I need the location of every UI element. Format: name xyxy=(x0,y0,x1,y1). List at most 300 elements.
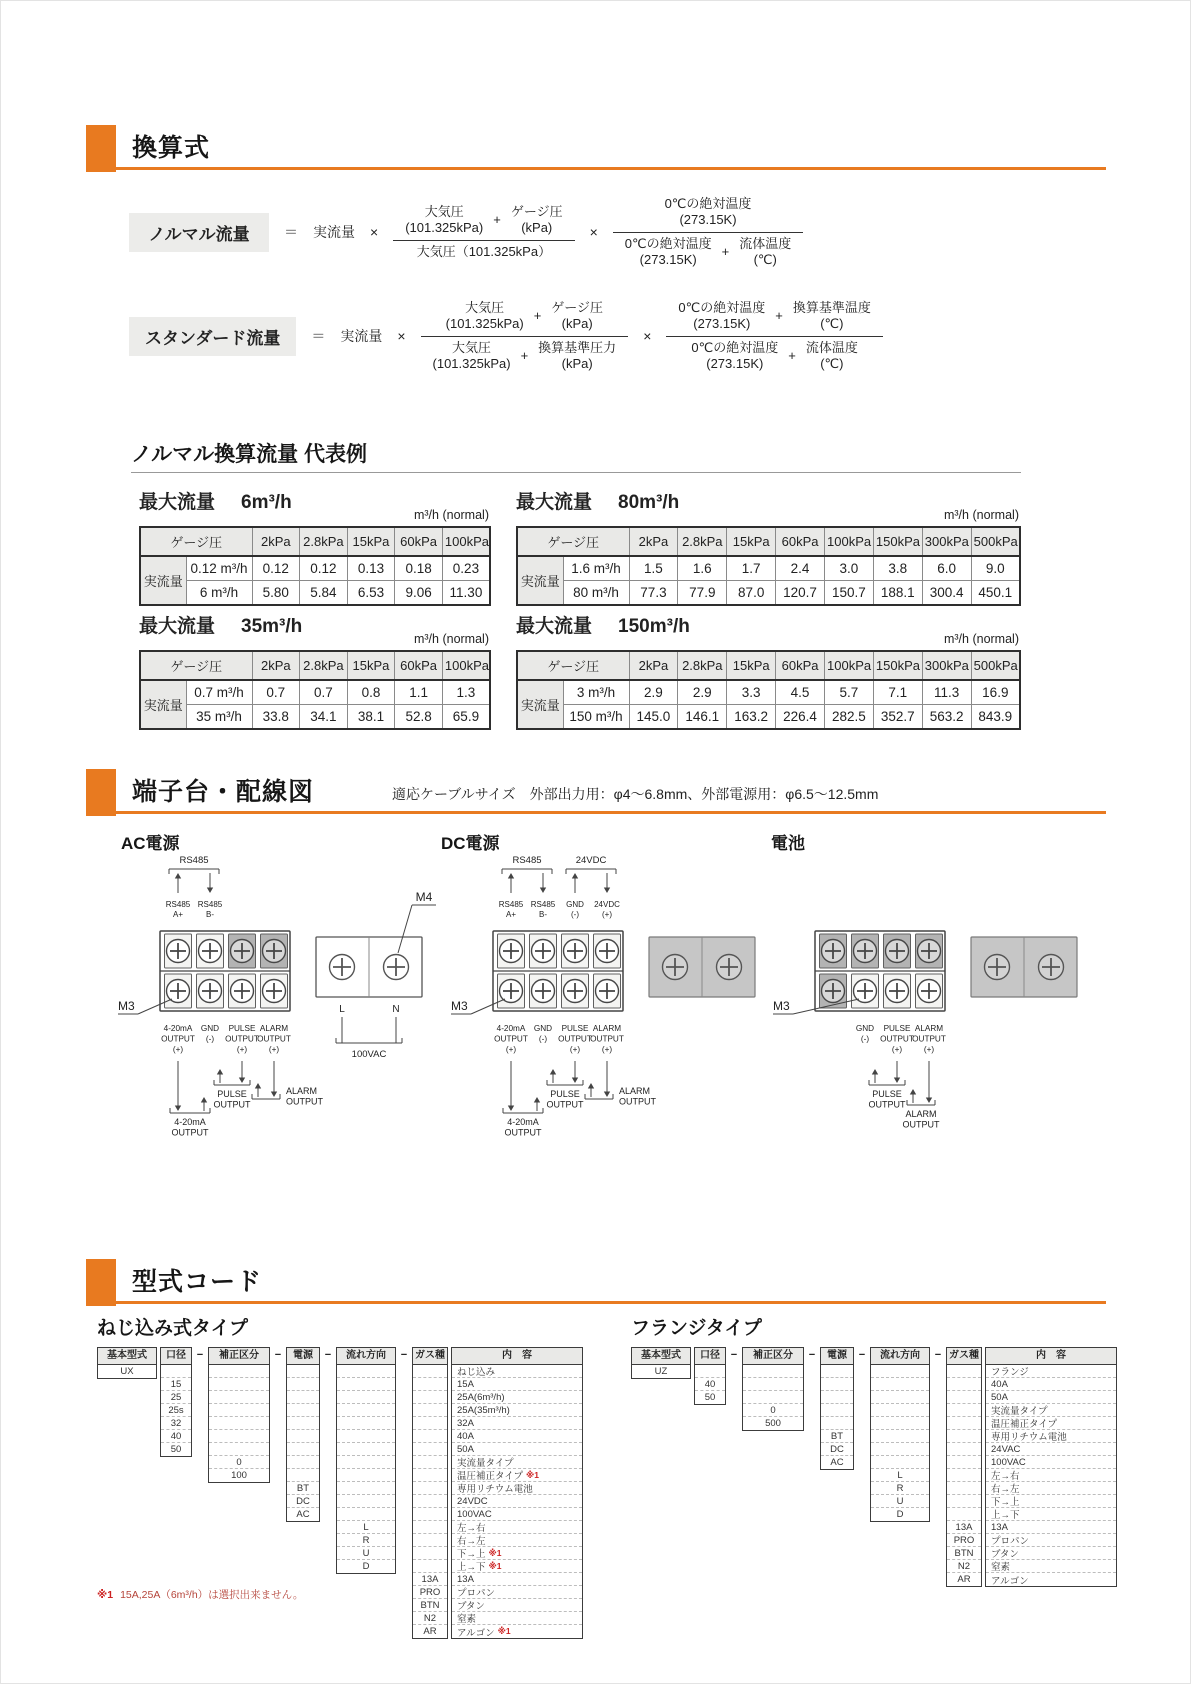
equals-sign: ＝ xyxy=(311,328,326,344)
terminal-function-label: OUTPUT xyxy=(880,1034,914,1044)
arrow-icon xyxy=(508,1106,514,1112)
code-cell xyxy=(287,1365,319,1378)
value-cell: 1.3 xyxy=(442,680,490,705)
code-cell xyxy=(209,1391,269,1404)
gauge-pressure-header: ゲージ圧 xyxy=(517,651,629,680)
pressure-header: 100kPa xyxy=(442,527,490,556)
section-wiring-header xyxy=(86,769,1106,814)
code-column-header: 電源 xyxy=(820,1347,854,1365)
pin-label: RS485 xyxy=(530,900,556,909)
formula-term xyxy=(625,236,712,269)
flow-rate-cell: 150 m³/h xyxy=(563,705,629,730)
value-cell: 0.7 xyxy=(252,680,300,705)
code-cell xyxy=(821,1391,853,1404)
code-cell xyxy=(871,1456,929,1469)
unit-label: m³/h (normal) xyxy=(943,508,1019,522)
code-cell xyxy=(287,1469,319,1482)
code-cell: 40 xyxy=(695,1378,725,1391)
value-cell: 7.1 xyxy=(873,680,922,705)
alarm-output-label: ALARM xyxy=(286,1086,318,1096)
content-text: 下→上 xyxy=(457,1549,486,1560)
value-cell: 2.9 xyxy=(678,680,727,705)
code-cell: DC xyxy=(821,1443,853,1456)
content-cell xyxy=(452,1417,582,1430)
terminal-n-label: N xyxy=(392,1004,400,1015)
value-cell: 4.5 xyxy=(776,680,825,705)
actual-flow-header: 実流量 xyxy=(140,556,186,605)
terminal-function-label: (+) xyxy=(172,1045,184,1054)
formula-term-line: (℃) xyxy=(820,355,844,371)
formula-term xyxy=(433,340,511,373)
code-column xyxy=(742,1347,804,1431)
content-text: 15A xyxy=(457,1378,474,1390)
code-cell xyxy=(413,1547,447,1560)
formula-term xyxy=(538,340,616,373)
fraction xyxy=(613,193,803,271)
value-cell: 34.1 xyxy=(300,705,348,730)
value-cell: 1.6 xyxy=(678,556,727,581)
value-cell: 0.12 xyxy=(252,556,300,581)
plus-sign: + xyxy=(493,212,501,228)
code-column-header: 補正区分 xyxy=(208,1347,270,1365)
code-column xyxy=(336,1347,396,1574)
arrow-icon xyxy=(255,1083,261,1089)
code-cell: PRO xyxy=(413,1586,447,1599)
code-cell xyxy=(209,1417,269,1430)
pressure-header: 2kPa xyxy=(252,651,300,680)
code-column-header: 流れ方向 xyxy=(870,1347,930,1365)
unit-label: m³/h (normal) xyxy=(943,632,1019,646)
section-modelcode-header xyxy=(86,1259,1106,1304)
value-cell: 2.9 xyxy=(629,680,678,705)
code-cell: AC xyxy=(830,1457,844,1468)
formula-term xyxy=(691,340,778,373)
value-cell: 9.0 xyxy=(971,556,1020,581)
code-column-body xyxy=(412,1365,448,1639)
denominator xyxy=(421,337,629,376)
code-cell xyxy=(413,1482,447,1495)
value-cell: 87.0 xyxy=(727,581,776,606)
pressure-header: 100kPa xyxy=(442,651,490,680)
code-cell: AC xyxy=(296,1509,310,1520)
pin-label: RS485 xyxy=(498,900,524,909)
terminal-function-label: (+) xyxy=(891,1045,903,1054)
pressure-header: 500kPa xyxy=(971,527,1020,556)
content-text: 温圧補正タイプ xyxy=(991,1419,1058,1430)
value-cell: 11.3 xyxy=(922,680,971,705)
arrow-icon xyxy=(540,888,546,894)
terminal-function-label: (+) xyxy=(268,1045,280,1054)
content-text: 25A(35m³/h) xyxy=(457,1404,510,1416)
gauge-pressure-header: ゲージ圧 xyxy=(517,527,629,556)
plus-sign: + xyxy=(520,347,529,363)
value-cell: 38.1 xyxy=(347,705,395,730)
content-text: 実流量タイプ xyxy=(991,1406,1048,1417)
pulse-output-label: PULSE xyxy=(550,1089,580,1099)
code-cell xyxy=(947,1469,981,1482)
content-text: ねじ込み xyxy=(457,1367,496,1378)
pressure-header: 100kPa xyxy=(825,527,874,556)
value-cell: 65.9 xyxy=(442,705,490,730)
code-column-body xyxy=(286,1365,320,1522)
terminal-function-label: OUTPUT xyxy=(558,1034,592,1044)
code-cell: UX xyxy=(120,1366,134,1377)
arrow-icon xyxy=(207,888,213,894)
code-cell xyxy=(413,1443,447,1456)
content-text: 25A(6m³/h) xyxy=(457,1391,505,1403)
code-column-body xyxy=(820,1365,854,1470)
value-cell: 6.53 xyxy=(347,581,395,606)
content-text: 上→下 xyxy=(991,1510,1020,1521)
alarm-output-label: OUTPUT xyxy=(286,1096,323,1107)
dash-separator: − xyxy=(324,1349,332,1361)
code-cell xyxy=(209,1430,269,1443)
formula-term-line: (℃) xyxy=(820,316,844,332)
value-cell: 9.06 xyxy=(395,581,443,606)
code-cell: U xyxy=(871,1495,929,1508)
plus-sign: + xyxy=(775,308,783,324)
code-cell: L xyxy=(871,1469,929,1482)
code-cell xyxy=(337,1430,395,1443)
formula-term-line: (273.15K) xyxy=(679,212,737,228)
terminal-function-label: OUTPUT xyxy=(494,1034,528,1044)
content-text: 24VAC xyxy=(991,1443,1021,1455)
code-cell xyxy=(337,1482,395,1495)
value-cell: 2.4 xyxy=(776,556,825,581)
content-text: ブタン xyxy=(991,1549,1019,1560)
terminal-l-label: L xyxy=(339,1004,345,1015)
content-cell xyxy=(986,1365,1116,1378)
flow-rate-cell: 35 m³/h xyxy=(186,705,252,730)
terminal-function-label: 4-20mA xyxy=(163,1024,193,1033)
value-cell: 0.13 xyxy=(347,556,395,581)
pressure-header: 2kPa xyxy=(629,527,678,556)
dash-separator: − xyxy=(858,1349,866,1361)
pressure-header: 150kPa xyxy=(873,527,922,556)
code-cell xyxy=(413,1521,447,1534)
m3-screw-label: M3 xyxy=(451,999,468,1013)
formula-term-line: 大気圧 xyxy=(465,300,505,315)
content-column-header: 内 容 xyxy=(985,1347,1117,1365)
alarm-output-label: ALARM xyxy=(905,1109,937,1119)
actual-flow-label: 実流量 xyxy=(340,328,383,344)
terminal-function-label: PULSE xyxy=(228,1024,256,1033)
code-cell xyxy=(947,1417,981,1430)
formula-term xyxy=(446,300,524,333)
value-cell: 188.1 xyxy=(873,581,922,606)
arrow-icon xyxy=(588,1083,594,1089)
dash-separator: − xyxy=(934,1349,942,1361)
pulse-output-label: PULSE xyxy=(872,1089,902,1099)
formula-standard-flow xyxy=(129,297,883,375)
signal-group-label: RS485 xyxy=(179,855,209,866)
code-cell: 13A xyxy=(413,1573,447,1586)
arrow-icon xyxy=(175,1106,181,1112)
formula-term xyxy=(551,300,603,333)
terminal-function-label: OUTPUT xyxy=(912,1034,946,1044)
terminal-function-label: (-) xyxy=(860,1034,870,1044)
signal-group-label: 24VDC xyxy=(575,855,607,866)
signal-group-label: RS485 xyxy=(512,855,542,866)
formula-label: ノルマル流量 xyxy=(129,213,269,252)
numerator xyxy=(393,201,574,240)
code-cell xyxy=(413,1404,447,1417)
content-text: 右→左 xyxy=(457,1536,486,1547)
code-column-header: ガス種 xyxy=(946,1347,982,1365)
code-cell xyxy=(337,1508,395,1521)
formula-term-line: (101.325kPa) xyxy=(445,316,524,332)
footnote-mark: ※1 xyxy=(97,1589,114,1601)
code-cell: 0 xyxy=(743,1404,803,1417)
flow-rate-cell: 0.7 m³/h xyxy=(186,680,252,705)
value-cell: 352.7 xyxy=(873,705,922,730)
content-text: 100VAC xyxy=(991,1456,1026,1468)
pin-label: A+ xyxy=(172,910,184,919)
content-text: 右→左 xyxy=(991,1484,1020,1495)
code-cell: D xyxy=(362,1561,370,1572)
flow-rate-cell: 3 m³/h xyxy=(563,680,629,705)
arrow-icon xyxy=(604,888,610,894)
alarm-output-label: OUTPUT xyxy=(619,1096,656,1107)
formula-term-line: 0℃の絶対温度 xyxy=(691,339,779,355)
actual-flow-header: 実流量 xyxy=(517,556,563,605)
code-column xyxy=(694,1347,726,1405)
formula-term-line: (℃) xyxy=(753,251,777,267)
max-flow-value: 80m³/h xyxy=(618,492,680,513)
wiring-diagram-ac xyxy=(106,847,436,1142)
formula-term xyxy=(739,236,791,269)
note-mark: ※1 xyxy=(526,1469,540,1480)
max-flow-label: 最大流量 xyxy=(516,616,593,637)
unit-label: m³/h (normal) xyxy=(413,632,489,646)
code-cell: BTN xyxy=(413,1599,447,1612)
diagram-title-battery: 電池 xyxy=(771,834,805,853)
code-cell xyxy=(287,1443,319,1456)
pressure-header: 500kPa xyxy=(971,651,1020,680)
content-text: ブタン xyxy=(457,1601,485,1612)
code-cell xyxy=(947,1378,981,1391)
code-cell xyxy=(413,1417,447,1430)
wiring-diagram-battery xyxy=(761,847,1091,1142)
alarm-output-label: ALARM xyxy=(619,1086,651,1096)
arrow-icon xyxy=(550,1069,556,1075)
value-cell: 843.9 xyxy=(971,705,1020,730)
terminal-function-label: ALARM xyxy=(914,1024,944,1033)
formula-term-line: (kPa) xyxy=(561,355,593,371)
fraction xyxy=(421,297,629,375)
pulse-output-label: OUTPUT xyxy=(546,1099,584,1110)
code-cell xyxy=(287,1417,319,1430)
content-cell xyxy=(452,1378,582,1391)
value-cell: 146.1 xyxy=(678,705,727,730)
code-cell: 13A xyxy=(947,1521,981,1534)
multiply-sign: × xyxy=(589,224,598,240)
arrow-icon xyxy=(217,1069,223,1075)
pressure-header: 60kPa xyxy=(395,527,443,556)
formula-term-line: (101.325kPa) xyxy=(405,220,484,236)
footnote-text: 15A,25A（6m³/h）は選択出来ません。 xyxy=(120,1589,304,1601)
value-cell: 1.7 xyxy=(727,556,776,581)
code-cell xyxy=(871,1417,929,1430)
formula-term-line: 流体温度 xyxy=(739,235,792,251)
content-column xyxy=(451,1347,583,1639)
code-cell xyxy=(413,1430,447,1443)
content-text: 50A xyxy=(457,1443,474,1455)
content-text: 13A xyxy=(991,1521,1008,1533)
numerator xyxy=(666,297,882,336)
pressure-header: 60kPa xyxy=(776,651,825,680)
pressure-header: 2.8kPa xyxy=(678,651,727,680)
code-cell xyxy=(947,1404,981,1417)
content-text: 左→右 xyxy=(991,1471,1020,1482)
value-cell: 5.7 xyxy=(825,680,874,705)
value-cell: 0.12 xyxy=(300,556,348,581)
analog-output-label: OUTPUT xyxy=(171,1127,209,1138)
code-cell xyxy=(209,1378,269,1391)
code-cell: 500 xyxy=(765,1418,781,1429)
code-cell xyxy=(871,1430,929,1443)
pressure-header: 2.8kPa xyxy=(678,527,727,556)
content-text: アルゴン xyxy=(457,1627,495,1639)
section-marker-icon xyxy=(86,1259,116,1306)
terminal-function-label: GND xyxy=(200,1024,220,1033)
arrow-icon xyxy=(239,1078,245,1084)
code-cell xyxy=(413,1378,447,1391)
diagram-title-ac: AC電源 xyxy=(121,834,180,853)
code-cell: AR xyxy=(957,1574,971,1585)
value-cell: 0.18 xyxy=(395,556,443,581)
pin-label: (+) xyxy=(602,910,612,919)
code-cell: U xyxy=(337,1547,395,1560)
terminal-function-label: (+) xyxy=(505,1045,517,1054)
note-mark: ※1 xyxy=(488,1547,502,1558)
code-cell xyxy=(871,1443,929,1456)
code-column xyxy=(97,1347,157,1379)
wiring-diagram-dc xyxy=(439,847,769,1142)
terminal-function-label: GND xyxy=(533,1024,553,1033)
content-text: 下→上 xyxy=(991,1497,1020,1508)
formula-term-line: 換算基準圧力 xyxy=(538,339,617,355)
arrow-icon xyxy=(910,1089,916,1095)
formula-term-line: 換算基準温度 xyxy=(792,300,871,315)
flow-rate-cell: 1.6 m³/h xyxy=(563,556,629,581)
section-title-wiring: 端子台・配線図 xyxy=(132,778,315,806)
formula-term-line: 大気圧（101.325kPa） xyxy=(416,243,552,259)
formula-term-line: (273.15K) xyxy=(639,251,697,267)
multiply-sign: × xyxy=(370,224,379,240)
code-cell xyxy=(413,1508,447,1521)
value-cell: 5.84 xyxy=(300,581,348,606)
content-cell xyxy=(986,1443,1116,1456)
code-cell: PRO xyxy=(947,1534,981,1547)
arrow-icon xyxy=(271,1092,277,1098)
code-table-flange xyxy=(631,1347,1117,1587)
code-cell xyxy=(821,1365,853,1378)
code-column-body xyxy=(336,1365,396,1574)
flow-table-35 xyxy=(139,611,491,730)
code-cell xyxy=(337,1456,395,1469)
arrow-icon xyxy=(175,873,181,879)
code-cell xyxy=(413,1365,447,1378)
value-cell: 3.8 xyxy=(873,556,922,581)
pressure-header: 60kPa xyxy=(395,651,443,680)
formula-term-line: 大気圧 xyxy=(424,204,464,220)
code-cell xyxy=(209,1443,269,1456)
content-text: 温圧補正タイプ xyxy=(457,1471,524,1482)
max-flow-value: 6m³/h xyxy=(241,492,292,513)
formula-term-line: (kPa) xyxy=(561,316,593,332)
arrow-icon xyxy=(926,1098,932,1104)
section-title-conversion: 換算式 xyxy=(132,134,211,162)
pressure-header: 2kPa xyxy=(252,527,300,556)
content-cell xyxy=(986,1573,1116,1586)
terminal-function-label: OUTPUT xyxy=(225,1034,259,1044)
code-column xyxy=(412,1347,448,1639)
dash-separator: − xyxy=(274,1349,282,1361)
code-cell xyxy=(337,1378,395,1391)
code-cell xyxy=(871,1391,929,1404)
content-text: 専用リチウム電池 xyxy=(457,1484,533,1495)
code-column xyxy=(208,1347,270,1483)
terminal-function-label: ALARM xyxy=(592,1024,622,1033)
numerator xyxy=(653,193,764,232)
value-cell: 33.8 xyxy=(252,705,300,730)
pin-label: RS485 xyxy=(197,900,223,909)
code-cell: 25s xyxy=(161,1404,191,1417)
code-cell xyxy=(871,1365,929,1378)
code-cell xyxy=(821,1417,853,1430)
value-cell: 16.9 xyxy=(971,680,1020,705)
code-column xyxy=(286,1347,320,1522)
max-flow-label: 最大流量 xyxy=(139,616,216,637)
arrow-icon xyxy=(872,1069,878,1075)
formula-term xyxy=(678,300,765,333)
value-cell: 3.3 xyxy=(727,680,776,705)
equals-sign: ＝ xyxy=(284,224,298,240)
pressure-header: 300kPa xyxy=(922,651,971,680)
pressure-header: 2kPa xyxy=(629,651,678,680)
code-cell xyxy=(947,1495,981,1508)
alarm-output-label: OUTPUT xyxy=(902,1119,940,1130)
code-cell xyxy=(947,1443,981,1456)
plus-sign: + xyxy=(788,347,796,363)
value-cell: 3.0 xyxy=(825,556,874,581)
formula-term-line: ゲージ圧 xyxy=(510,204,563,220)
code-column-body xyxy=(946,1365,982,1587)
value-cell: 77.9 xyxy=(678,581,727,606)
code-cell: L xyxy=(337,1521,395,1534)
code-cell xyxy=(947,1365,981,1378)
pressure-header: 2.8kPa xyxy=(300,527,348,556)
flow-rate-cell: 80 m³/h xyxy=(563,581,629,606)
code-cell: 50 xyxy=(704,1392,716,1403)
unit-label: m³/h (normal) xyxy=(413,508,489,522)
code-column-body xyxy=(870,1365,930,1522)
value-cell: 52.8 xyxy=(395,705,443,730)
denominator xyxy=(679,337,869,376)
value-cell: 1.1 xyxy=(395,680,443,705)
code-column-body xyxy=(208,1365,270,1483)
formula-term xyxy=(806,340,858,373)
note-mark: ※1 xyxy=(497,1626,511,1636)
terminal-function-label: ALARM xyxy=(259,1024,289,1033)
value-cell: 282.5 xyxy=(825,705,874,730)
code-cell xyxy=(337,1365,395,1378)
formula-term-line: (273.15K) xyxy=(706,355,764,371)
content-column-body xyxy=(451,1365,583,1639)
code-cell: 50 xyxy=(170,1444,182,1455)
flow-table-150 xyxy=(516,611,1021,730)
